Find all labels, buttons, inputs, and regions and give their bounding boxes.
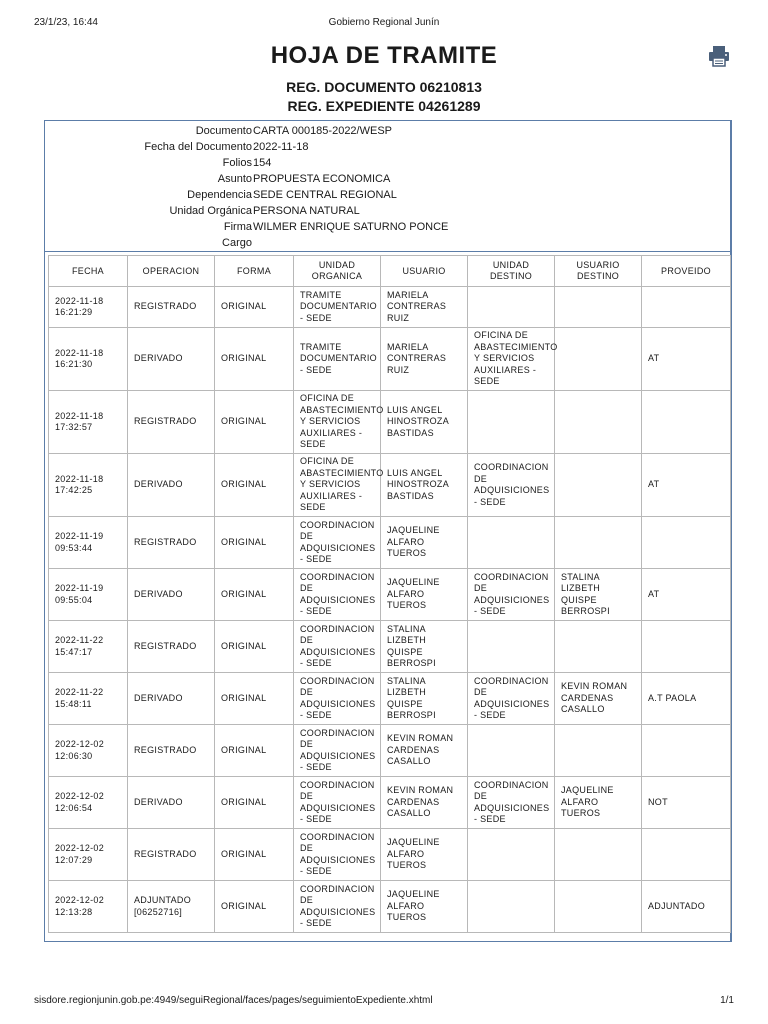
table-cell xyxy=(215,287,294,328)
column-header: PROVEIDO xyxy=(642,256,731,287)
metadata-label: Documento xyxy=(195,125,252,137)
table-cell xyxy=(555,725,642,777)
table-cell xyxy=(642,725,731,777)
table-row xyxy=(49,673,731,725)
metadata-row xyxy=(45,203,730,219)
table-cell xyxy=(215,725,294,777)
cell-text: KEVIN ROMAN CARDENAS CASALLO xyxy=(387,733,454,767)
cell-text: LUIS ANGEL HINOSTROZA BASTIDAS xyxy=(387,467,449,501)
table-cell xyxy=(381,725,468,777)
cell-text: COORDINACION DE ADQUISICIONES - SEDE xyxy=(300,519,376,564)
column-header: FORMA xyxy=(215,256,294,287)
site-title: Gobierno Regional Junín xyxy=(328,17,440,28)
table-cell xyxy=(215,621,294,673)
cell-text: A.T PAOLA xyxy=(648,692,697,703)
cell-text: MARIELA CONTRERAS RUIZ xyxy=(387,289,447,323)
table-cell xyxy=(294,725,381,777)
metadata-label: Folios xyxy=(222,157,252,169)
cell-text: STALINA LIZBETH QUISPE BERROSPI xyxy=(561,571,610,616)
cell-text: 2022-11-18 16:21:30 xyxy=(55,347,104,369)
table-cell xyxy=(642,777,731,829)
cell-text: ORIGINAL xyxy=(221,301,267,312)
table-cell xyxy=(381,673,468,725)
metadata-row xyxy=(45,171,730,187)
cell-text: AT xyxy=(648,479,660,490)
metadata-value: 2022-11-18 xyxy=(253,141,309,153)
table-cell xyxy=(468,881,555,933)
cell-text: COORDINACION DE ADQUISICIONES - SEDE xyxy=(300,727,376,772)
cell-text: JAQUELINE ALFARO TUEROS xyxy=(561,785,614,819)
table-cell xyxy=(49,454,128,517)
table-cell xyxy=(381,454,468,517)
table-cell xyxy=(128,725,215,777)
table-cell xyxy=(49,777,128,829)
cell-text: OFICINA DE ABASTECIMIENTO Y SERVICIOS AUXILIARES - SEDE xyxy=(300,393,384,450)
cell-text: COORDINACION DE ADQUISICIONES - SEDE xyxy=(300,623,376,668)
cell-text: 2022-12-02 12:07:29 xyxy=(55,843,105,865)
cell-text: COORDINACION DE ADQUISICIONES - SEDE xyxy=(300,571,376,616)
table-cell xyxy=(128,391,215,454)
tracking-table xyxy=(48,255,731,933)
table-cell xyxy=(381,391,468,454)
metadata-row xyxy=(45,139,730,155)
table-cell xyxy=(128,881,215,933)
table-cell xyxy=(294,454,384,517)
document-metadata xyxy=(45,123,730,251)
table-row xyxy=(49,881,731,933)
table-cell xyxy=(555,328,642,391)
table-cell xyxy=(215,454,294,517)
table-cell xyxy=(49,725,128,777)
cell-text: 2022-11-18 17:42:25 xyxy=(55,473,104,495)
table-cell xyxy=(468,517,555,569)
cell-text: 2022-11-18 16:21:29 xyxy=(55,295,104,317)
cell-text: MARIELA CONTRERAS RUIZ xyxy=(387,341,447,375)
cell-text: ADJUNTADO xyxy=(648,900,706,911)
column-header: UNIDAD ORGANICA xyxy=(294,256,381,287)
cell-text: KEVIN ROMAN CARDENAS CASALLO xyxy=(561,681,628,715)
table-cell xyxy=(468,829,555,881)
cell-text: ADJUNTADO [06252716] xyxy=(134,895,192,917)
table-cell xyxy=(294,881,381,933)
table-cell xyxy=(294,621,381,673)
table-cell xyxy=(642,673,731,725)
table-cell xyxy=(215,391,294,454)
metadata-value: SEDE CENTRAL REGIONAL xyxy=(253,189,397,201)
cell-text: TRAMITE DOCUMENTARIO - SEDE xyxy=(300,289,377,323)
table-cell xyxy=(468,391,555,454)
table-cell xyxy=(468,621,555,673)
table-cell xyxy=(555,829,642,881)
print-header xyxy=(0,17,768,31)
table-cell xyxy=(642,881,731,933)
table-cell xyxy=(49,673,128,725)
table-cell xyxy=(381,621,468,673)
cell-text: AT xyxy=(648,353,660,364)
cell-text: ORIGINAL xyxy=(221,692,267,703)
cell-text: 2022-11-19 09:53:44 xyxy=(55,531,104,553)
metadata-row xyxy=(45,187,730,203)
table-cell xyxy=(381,517,468,569)
column-header: UNIDAD DESTINO xyxy=(468,256,555,287)
page-url: sisdore.regionjunin.gob.pe:4949/seguiRegional/faces/pages/seguimientoExpediente.xhtml xyxy=(34,995,433,1006)
cell-text: ORIGINAL xyxy=(221,416,267,427)
table-row xyxy=(49,454,731,517)
metadata-row xyxy=(45,123,730,139)
table-cell xyxy=(381,881,468,933)
cell-text: NOT xyxy=(648,796,668,807)
table-cell xyxy=(49,881,128,933)
table-cell xyxy=(468,777,555,829)
table-row xyxy=(49,777,731,829)
cell-text: 2022-11-22 15:47:17 xyxy=(55,635,104,657)
column-header: USUARIO DESTINO xyxy=(555,256,642,287)
table-cell xyxy=(468,287,555,328)
table-cell xyxy=(555,391,642,454)
table-cell xyxy=(642,454,731,517)
metadata-value: PROPUESTA ECONOMICA xyxy=(253,173,391,185)
cell-text: REGISTRADO xyxy=(134,536,197,547)
metadata-label: Fecha del Documento xyxy=(144,141,252,153)
table-cell xyxy=(642,569,731,621)
cell-text: DERIVADO xyxy=(134,692,183,703)
table-cell xyxy=(215,881,294,933)
column-header: USUARIO xyxy=(381,256,468,287)
table-cell xyxy=(555,287,642,328)
table-body xyxy=(49,287,731,933)
column-header: FECHA xyxy=(49,256,128,287)
table-cell xyxy=(215,673,294,725)
cell-text: ORIGINAL xyxy=(221,744,267,755)
table-row xyxy=(49,328,731,391)
cell-text: REGISTRADO xyxy=(134,301,197,312)
table-cell xyxy=(49,517,128,569)
table-cell xyxy=(642,829,731,881)
cell-text: STALINA LIZBETH QUISPE BERROSPI xyxy=(387,623,436,668)
table-cell xyxy=(555,517,642,569)
metadata-label: Unidad Orgánica xyxy=(169,205,252,217)
column-header: OPERACION xyxy=(128,256,215,287)
table-row xyxy=(49,621,731,673)
table-cell xyxy=(381,777,468,829)
table-cell xyxy=(128,287,215,328)
table-cell xyxy=(215,569,294,621)
table-cell xyxy=(49,621,128,673)
cell-text: ORIGINAL xyxy=(221,796,267,807)
table-cell xyxy=(294,328,381,391)
cell-text: 2022-12-02 12:13:28 xyxy=(55,895,105,917)
cell-text: COORDINACION DE ADQUISICIONES - SEDE xyxy=(300,675,376,720)
cell-text: JAQUELINE ALFARO TUEROS xyxy=(387,525,440,559)
table-cell xyxy=(468,673,555,725)
table-cell xyxy=(555,454,642,517)
divider xyxy=(45,251,730,252)
table-cell xyxy=(49,391,128,454)
table-cell xyxy=(468,725,555,777)
cell-text: AT xyxy=(648,588,660,599)
metadata-label: Asunto xyxy=(217,173,252,185)
table-cell xyxy=(642,287,731,328)
metadata-value: 154 xyxy=(253,157,272,169)
table-cell xyxy=(642,517,731,569)
metadata-row xyxy=(45,235,730,251)
metadata-label: Cargo xyxy=(222,237,252,249)
cell-text: COORDINACION DE ADQUISICIONES - SEDE xyxy=(300,883,376,928)
print-footer xyxy=(0,995,768,1009)
table-cell xyxy=(555,881,642,933)
table-cell xyxy=(294,569,381,621)
table-cell xyxy=(642,621,731,673)
table-cell xyxy=(294,829,381,881)
cell-text: ORIGINAL xyxy=(221,900,267,911)
cell-text: OFICINA DE ABASTECIMIENTO Y SERVICIOS AUXILIARES - SEDE xyxy=(474,330,558,387)
table-cell xyxy=(215,328,294,391)
cell-text: ORIGINAL xyxy=(221,640,267,651)
table-cell xyxy=(128,454,215,517)
table-cell xyxy=(468,454,555,517)
cell-text: ORIGINAL xyxy=(221,479,267,490)
cell-text: COORDINACION DE ADQUISICIONES - SEDE xyxy=(300,779,376,824)
page-number: 1/1 xyxy=(720,995,734,1006)
table-cell xyxy=(215,517,294,569)
cell-text: JAQUELINE ALFARO TUEROS xyxy=(387,577,440,611)
table-row xyxy=(49,829,731,881)
metadata-row xyxy=(45,155,730,171)
cell-text: DERIVADO xyxy=(134,353,183,364)
table-cell xyxy=(294,517,381,569)
reg-documento: REG. DOCUMENTO 06210813 xyxy=(286,79,482,95)
cell-text: STALINA LIZBETH QUISPE BERROSPI xyxy=(387,675,436,720)
print-datetime: 23/1/23, 16:44 xyxy=(34,17,98,28)
cell-text: ORIGINAL xyxy=(221,588,267,599)
table-cell xyxy=(128,328,215,391)
cell-text: LUIS ANGEL HINOSTROZA BASTIDAS xyxy=(387,404,449,438)
cell-text: JAQUELINE ALFARO TUEROS xyxy=(387,837,440,871)
cell-text: COORDINACION DE ADQUISICIONES - SEDE xyxy=(474,462,550,507)
table-cell xyxy=(555,569,642,621)
table-cell xyxy=(215,777,294,829)
metadata-row xyxy=(45,219,730,235)
table-cell xyxy=(381,328,468,391)
table-cell xyxy=(49,328,128,391)
cell-text: DERIVADO xyxy=(134,479,183,490)
metadata-value: WILMER ENRIQUE SATURNO PONCE xyxy=(253,221,449,233)
cell-text: COORDINACION DE ADQUISICIONES - SEDE xyxy=(474,571,550,616)
table-cell xyxy=(49,569,128,621)
reg-expediente: REG. EXPEDIENTE 04261289 xyxy=(287,98,481,114)
cell-text: DERIVADO xyxy=(134,796,183,807)
cell-text: ORIGINAL xyxy=(221,353,267,364)
table-cell xyxy=(468,328,558,391)
table-row xyxy=(49,725,731,777)
table-cell xyxy=(642,328,731,391)
metadata-label: Firma xyxy=(223,221,252,233)
table-cell xyxy=(49,829,128,881)
cell-text: REGISTRADO xyxy=(134,416,197,427)
table-cell xyxy=(49,287,128,328)
cell-text: ORIGINAL xyxy=(221,536,267,547)
cell-text: 2022-12-02 12:06:54 xyxy=(55,791,105,813)
metadata-label: Dependencia xyxy=(187,189,252,201)
cell-text: KEVIN ROMAN CARDENAS CASALLO xyxy=(387,785,454,819)
cell-text: DERIVADO xyxy=(134,588,183,599)
table-cell xyxy=(294,673,381,725)
cell-text: COORDINACION DE ADQUISICIONES - SEDE xyxy=(300,831,376,876)
table-cell xyxy=(555,621,642,673)
table-header-row xyxy=(49,256,731,287)
table-cell xyxy=(128,569,215,621)
table-cell xyxy=(128,777,215,829)
cell-text: COORDINACION DE ADQUISICIONES - SEDE xyxy=(474,675,550,720)
table-row xyxy=(49,569,731,621)
metadata-value: CARTA 000185-2022/WESP xyxy=(253,125,393,137)
cell-text: 2022-11-22 15:48:11 xyxy=(55,687,104,709)
document-panel xyxy=(44,120,732,942)
table-cell xyxy=(128,621,215,673)
cell-text: COORDINACION DE ADQUISICIONES - SEDE xyxy=(474,779,550,824)
cell-text: ORIGINAL xyxy=(221,848,267,859)
cell-text: REGISTRADO xyxy=(134,640,197,651)
table-cell xyxy=(381,569,468,621)
cell-text: 2022-11-18 17:32:57 xyxy=(55,410,104,432)
cell-text: 2022-12-02 12:06:30 xyxy=(55,739,105,761)
table-cell xyxy=(294,287,381,328)
table-cell xyxy=(128,673,215,725)
table-cell xyxy=(381,287,468,328)
table-cell xyxy=(555,777,642,829)
cell-text: 2022-11-19 09:55:04 xyxy=(55,583,104,605)
table-row xyxy=(49,287,731,328)
table-cell xyxy=(128,829,215,881)
table-row xyxy=(49,517,731,569)
table-cell xyxy=(381,829,468,881)
table-cell xyxy=(642,391,731,454)
cell-text: REGISTRADO xyxy=(134,744,197,755)
cell-text: TRAMITE DOCUMENTARIO - SEDE xyxy=(300,341,377,375)
cell-text: JAQUELINE ALFARO TUEROS xyxy=(387,889,440,923)
metadata-value: PERSONA NATURAL xyxy=(253,205,360,217)
table-cell xyxy=(128,517,215,569)
table-cell xyxy=(215,829,294,881)
cell-text: REGISTRADO xyxy=(134,848,197,859)
cell-text: OFICINA DE ABASTECIMIENTO Y SERVICIOS AUXILIARES - SEDE xyxy=(300,456,384,513)
table-cell xyxy=(468,569,555,621)
table-row xyxy=(49,391,731,454)
table-cell xyxy=(294,777,381,829)
table-cell xyxy=(555,673,642,725)
table-cell xyxy=(294,391,384,454)
page-title: HOJA DE TRAMITE xyxy=(270,42,498,69)
